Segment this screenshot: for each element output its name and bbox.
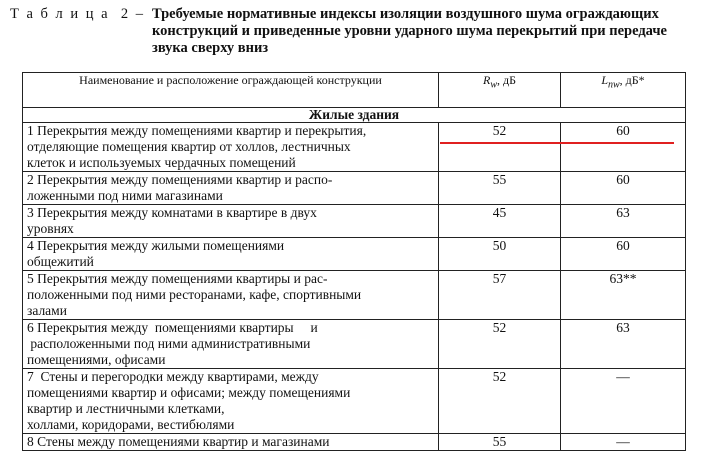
section-title: Жилые здания [23,108,686,123]
row-name-line: 2 Перекрытия между помещениями квартир и распо- [27,172,333,187]
header-name: Наименование и расположение ограждающей конструкции [23,73,439,108]
table-row [23,238,686,271]
row-lnw-value: 60 [561,123,686,172]
row-name-line: 1 Перекрытия между помещениями квартир и перекрытия, [27,123,367,138]
row-lnw-value: 63 [561,320,686,369]
row-name-line: отделяющие помещения квартир от холлов, лестничных [27,139,351,154]
row-name-line: 4 Перекрытия между жилыми помещениями [27,238,285,253]
row-lnw-value: 60 [561,238,686,271]
row-name-line: 8 Стены между помещениями квартир и магазинами [27,434,330,449]
table-row [23,205,686,238]
row-lnw-value: 63** [561,271,686,320]
table-row [23,434,686,451]
lnw-symbol: L [601,73,608,87]
row-name-line: помещениями квартир и офисами; между помещениями [27,385,351,400]
row-name-cell [23,434,439,451]
row-rw-value: 55 [439,172,561,205]
table-row [23,369,686,434]
row-name-line: 3 Перекрытия между комнатами в квартире в двух [27,205,317,220]
row-name-cell [23,172,439,205]
table-row [23,320,686,369]
row-name-line: положенными под ними ресторанами, кафе, спортивными [27,287,362,302]
rw-symbol: R [482,73,491,87]
row-lnw-value: 63 [561,205,686,238]
row-name-line: 5 Перекрытия между помещениями квартиры и рас- [27,271,328,286]
row-name-cell [23,271,439,320]
noise-insulation-table [22,72,686,451]
row-rw-value: 52 [439,369,561,434]
row-name-line: общежитий [27,254,94,269]
row-name-cell [23,369,439,434]
row-lnw-value: 60 [561,172,686,205]
section-row [23,108,686,123]
header-row [23,73,686,108]
row-name-line: расположенными под ними административными [27,336,311,351]
row-rw-value: 52 [439,320,561,369]
rw-unit: , дБ [497,73,516,87]
row-name-line: уровнях [27,221,74,236]
row-rw-value: 50 [439,238,561,271]
row-name-line: помещениями, офисами [27,352,166,367]
header-rw [439,73,561,108]
row-name-line: 6 Перекрытия между помещениями квартиры и [27,320,318,335]
rw-subscript: w [490,79,497,91]
row-rw-value: 52 [439,123,561,172]
row-name-cell [23,205,439,238]
table-row [23,172,686,205]
row-name-line: 7 Стены и перегородки между квартирами, между [27,369,319,384]
row-name-cell [23,320,439,369]
row-name-line: квартир и лестничными клетками, [27,401,225,416]
table-row [23,271,686,320]
red-underline-annotation [440,142,674,144]
row-name-line: холлами, коридорами, вестибюлями [27,417,235,432]
row-rw-value: 55 [439,434,561,451]
row-lnw-value: — [561,434,686,451]
row-name-cell [23,123,439,172]
caption-title: Требуемые нормативные индексы изоляции воздушного шума ограждающих конструкций и приведенные уровни ударного шума перекрытий при передаче звука сверху вниз [152,6,667,56]
lnw-unit: , дБ* [619,73,645,87]
row-name-line: клеток и используемых чердачных помещений [27,155,296,170]
row-rw-value: 57 [439,271,561,320]
caption-label: Т а б л и ц а 2 – [10,6,145,22]
table-caption [10,6,710,57]
table-row [23,123,686,172]
row-name-line: ложенными под ними магазинами [27,188,223,203]
lnw-subscript: nw [608,79,620,91]
row-name-cell [23,238,439,271]
row-rw-value: 45 [439,205,561,238]
row-lnw-value: — [561,369,686,434]
header-lnw [561,73,686,108]
row-name-line: залами [27,303,67,318]
